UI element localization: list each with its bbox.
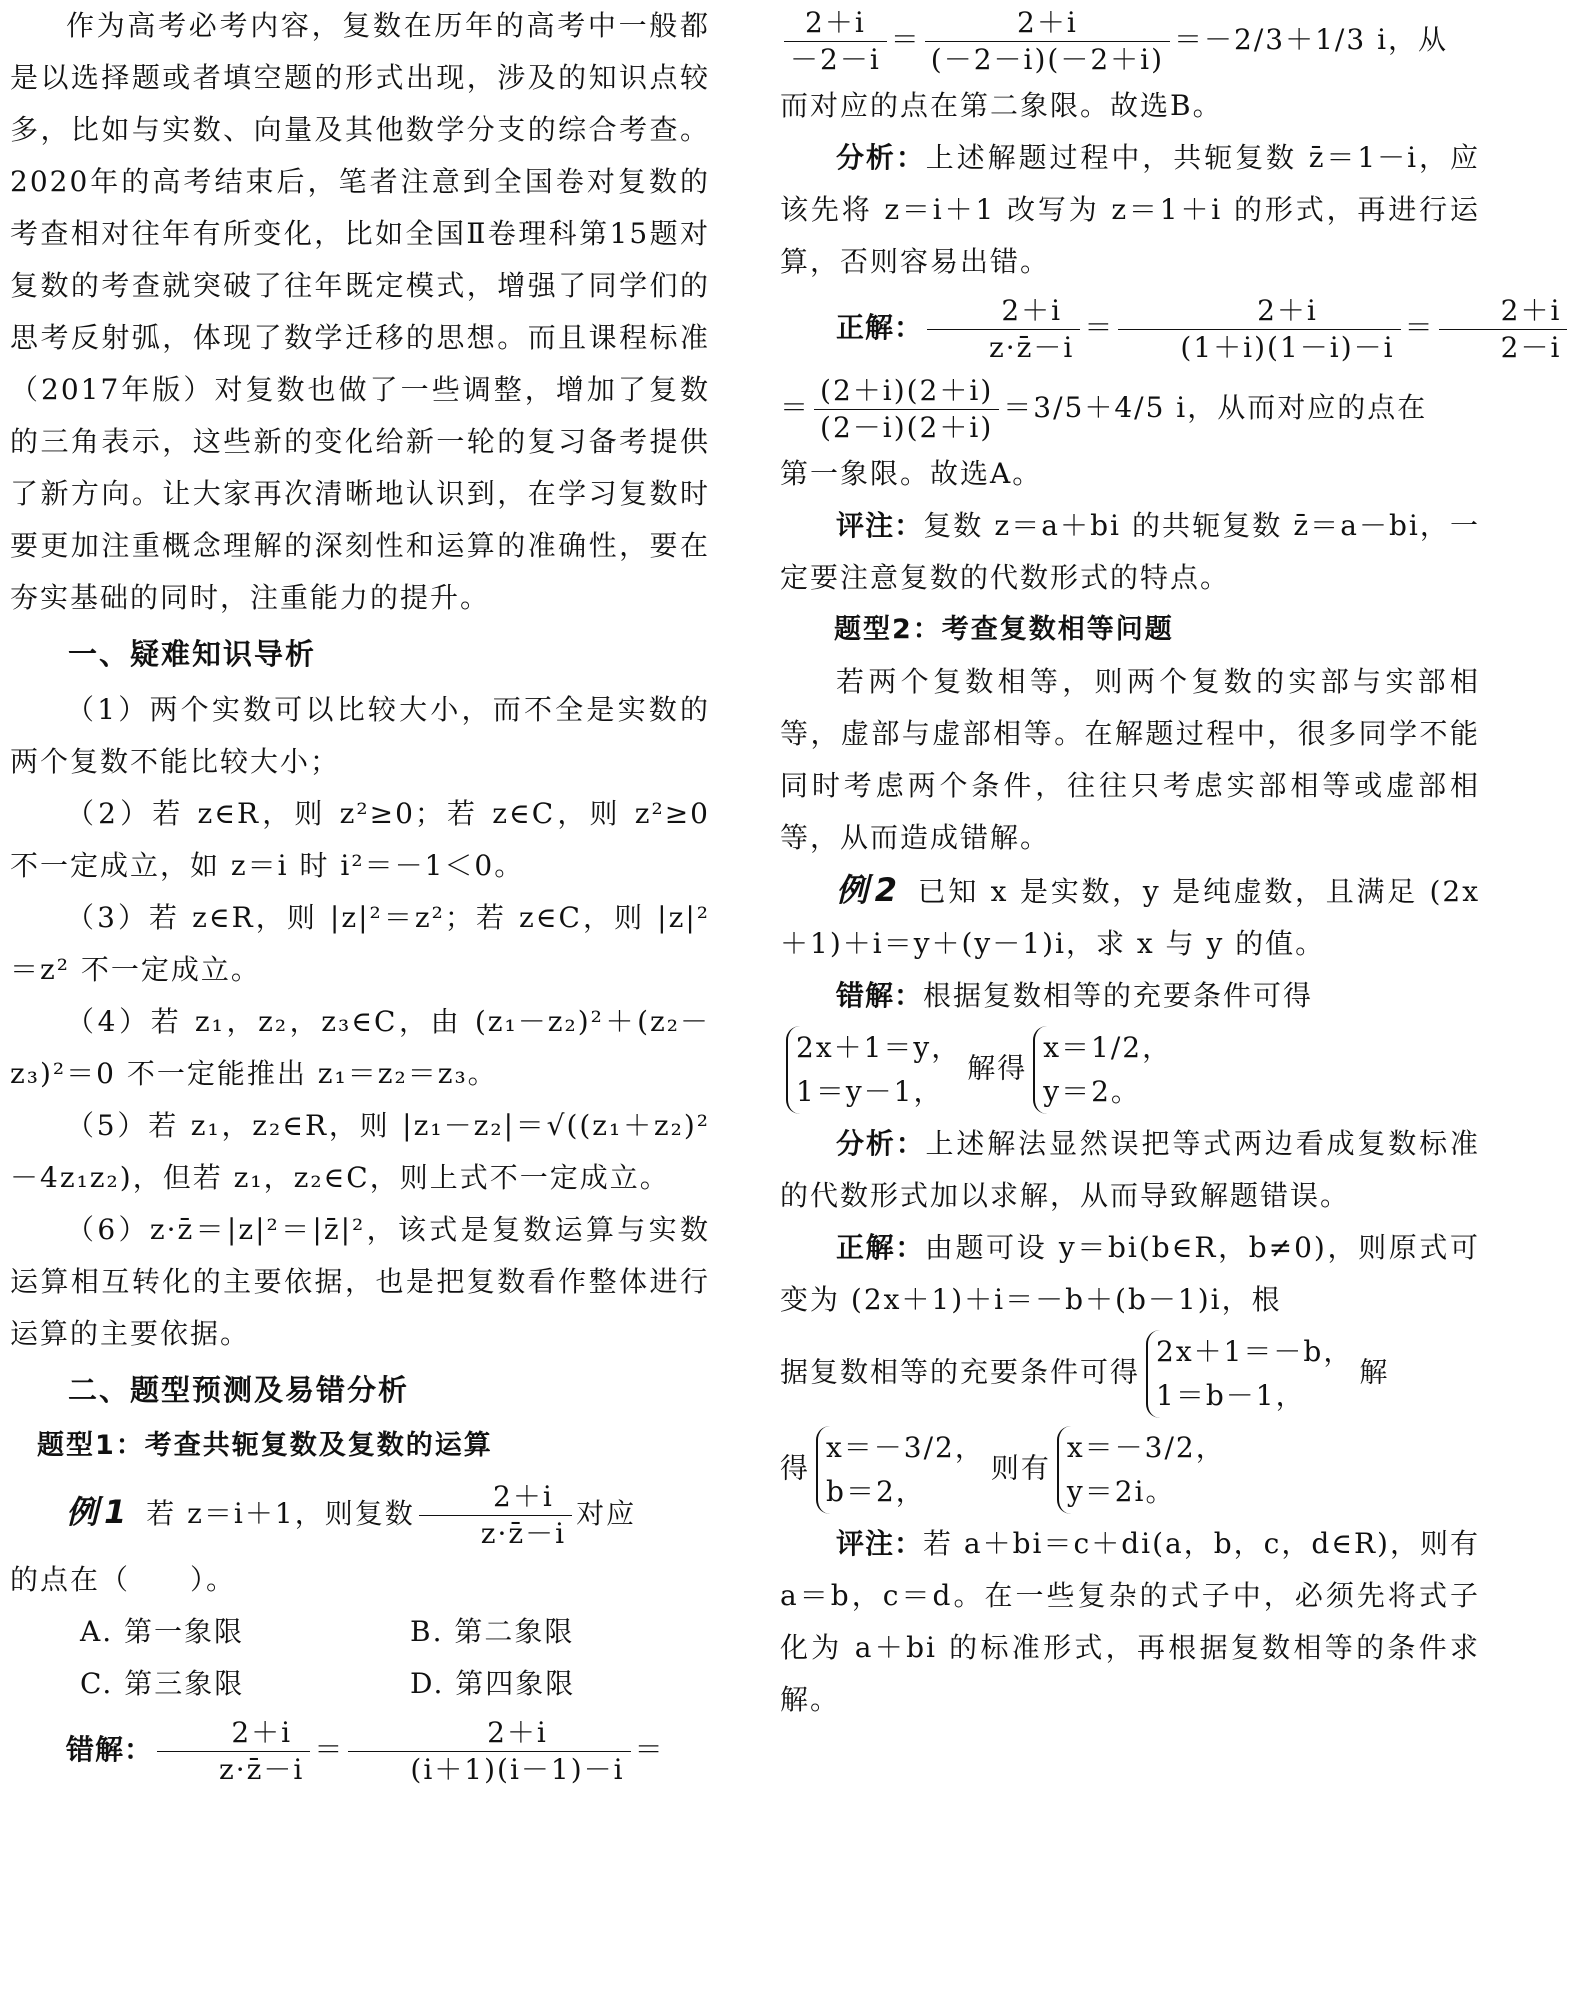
example1-tag: 例1 <box>66 1493 133 1531</box>
correct-solution-2-text: 正解：由题可设 y＝bi(b∈R，b≠0)，则原式可变为 (2x＋1)＋i＝－b＋(b－1)i，根 <box>780 1231 1480 1316</box>
wrong-solution-1: 错解： $\frac{2+i}{z\cdot z̄-i}$ ＝ $\frac{2+i}{(i+1)(i-1)-i}$ ＝ <box>66 1716 665 1786</box>
type2-heading: 题型2：考查复数相等问题 <box>834 614 1174 645</box>
equation-system-2: x＝1/2， y＝2。 <box>1033 1026 1172 1114</box>
correct-solution-2-system: 据复数相等的充要条件可得 2x＋1＝－b， 1＝b－1， 解 <box>780 1326 1480 1422</box>
point-1: （1）两个实数可以比较大小，而不全是实数的两个复数不能比较大小； <box>10 693 710 778</box>
left-column <box>10 0 710 1993</box>
wrong-solution-2: 错解：根据复数相等的充要条件可得 <box>836 979 1314 1012</box>
point-5: （5）若 z₁，z₂∈R，则 |z₁－z₂|＝√((z₁＋z₂)²－4z₁z₂)，但若 z₁，z₂∈C，则上式不一定成立。 <box>10 1109 710 1194</box>
correct-solution-2-result: 得 x＝－3/2， b＝2， 则有 x＝－3/2， y＝2i。 <box>780 1422 1480 1518</box>
example1-fraction: $\frac{2+i}{z\cdot z̄-i}$ <box>419 1479 572 1552</box>
comment-2: 评注：若 a＋bi＝c＋di(a，b，c，d∈R)，则有 a＝b，c＝d。在一些复杂的式子中，必须先将式子化为 a＋bi 的标准形式，再根据复数相等的条件求解。 <box>780 1527 1480 1716</box>
wrong-solution-end: 而对应的点在第二象限。故选B。 <box>780 89 1223 122</box>
wrong-label: 错解： <box>66 1733 154 1766</box>
correct-solution-2: ＝ $\frac{(2+i)(2+i)}{(2-i)(2+i)}$ ＝3/5＋4/5 i，从而对应的点在 <box>780 374 1428 444</box>
example1-options <box>10 1606 710 1710</box>
point-2: （2）若 z∈R，则 z²≥0；若 z∈C，则 z²≥0 不一定成立，如 z＝i 时 i²＝－1＜0。 <box>10 797 710 882</box>
type1-heading: 题型1：考查共轭复数及复数的运算 <box>37 1430 493 1461</box>
example2-tag: 例2 <box>836 871 903 909</box>
comment-1: 评注：复数 z＝a＋bi 的共轭复数 z̄＝a－bi，一定要注意复数的代数形式的特点。 <box>780 509 1480 594</box>
section1-heading: 一、疑难知识导析 <box>68 637 317 671</box>
example1-question-cont: 的点在（ ）。 <box>10 1563 237 1596</box>
equation-system-1: 2x＋1＝y， 1＝y－1， <box>786 1026 961 1114</box>
wrong-solution-2-systems: 2x＋1＝y， 1＝y－1， 解得 x＝1/2， y＝2。 <box>780 1022 1480 1118</box>
intro-paragraph: 作为高考必考内容，复数在历年的高考中一般都是以选择题或者填空题的形式出现，涉及的知识点较多，比如与实数、向量及其他数学分支的综合考查。2020年的高考结束后，笔者注意到全国卷对复数的考查相对往年有所变化，比如全国Ⅱ卷理科第15题对复数的考查就突破了往年既定模式，增强了同学们的思考反射弧，体现了数学迁移的思想。而且课程标准（2017年版）对复数也做了一些调整，增加了复数的三角表示，这些新的变化给新一轮的复习备考提供了新方向。让大家再次清晰地认识到，在学习复数时要更加注重概念理解的深刻性和运算的准确性，要在夯实基础的同时，注重能力的提升。 <box>10 9 710 614</box>
right-column <box>780 0 1562 1993</box>
example2-question: 例2 已知 x 是实数，y 是纯虚数，且满足 (2x＋1)＋i＝y＋(y－1)i，求 x 与 y 的值。 <box>780 871 1480 960</box>
option-c: C. 第三象限 <box>80 1667 245 1700</box>
equation-system-5: x＝－3/2， y＝2i。 <box>1057 1426 1226 1514</box>
wrong-solution-cont: $\frac{2+i}{-2-i}$ ＝ $\frac{2+i}{(-2-i)(-2+i)}$ ＝－2/3＋1/3 i，从 <box>780 0 1480 80</box>
correct-solution-end: 第一象限。故选A。 <box>780 457 1043 490</box>
correct-solution-1: 正解： $\frac{2+i}{z\cdot z̄-i}$ ＝ $\frac{2+i}{(1+i)(1-i)-i}$ ＝ $\frac{2+i}{2-i}$ <box>780 288 1480 368</box>
section2-heading: 二、题型预测及易错分析 <box>68 1373 410 1407</box>
point-4: （4）若 z₁，z₂，z₃∈C，由 (z₁－z₂)²＋(z₂－z₃)²＝0 不一定能推出 z₁＝z₂＝z₃。 <box>10 1005 710 1090</box>
option-b: B. 第二象限 <box>410 1615 575 1648</box>
point-3: （3）若 z∈R，则 |z|²＝z²；若 z∈C，则 |z|²＝z² 不一定成立。 <box>10 901 710 986</box>
equation-system-3: 2x＋1＝－b， 1＝b－1， <box>1146 1330 1353 1418</box>
analysis-1: 分析：上述解题过程中，共轭复数 z̄＝1－i，应该先将 z＝i＋1 改写为 z＝1＋i 的形式，再进行运算，否则容易出错。 <box>780 141 1480 278</box>
analysis-2: 分析：上述解法显然误把等式两边看成复数标准的代数形式加以求解，从而导致解题错误。 <box>780 1127 1480 1212</box>
example1-question: 例1 若 z＝i＋1，则复数 $\frac{2+i}{z\cdot z̄-i}$ 对应 <box>66 1480 637 1550</box>
equation-system-4: x＝－3/2， b＝2， <box>816 1426 985 1514</box>
option-a: A. 第一象限 <box>80 1615 245 1648</box>
correct-label: 正解： <box>836 311 924 344</box>
option-d: D. 第四象限 <box>410 1667 576 1700</box>
point-6: （6）z·z̄＝|z|²＝|z̄|²，该式是复数运算与实数运算相互转化的主要依据，也是把复数看作整体进行运算的主要依据。 <box>10 1213 710 1350</box>
type2-intro: 若两个复数相等，则两个复数的实部与实部相等，虚部与虚部相等。在解题过程中，很多同学不能同时考虑两个条件，往往只考虑实部相等或虚部相等，从而造成错解。 <box>780 665 1480 854</box>
